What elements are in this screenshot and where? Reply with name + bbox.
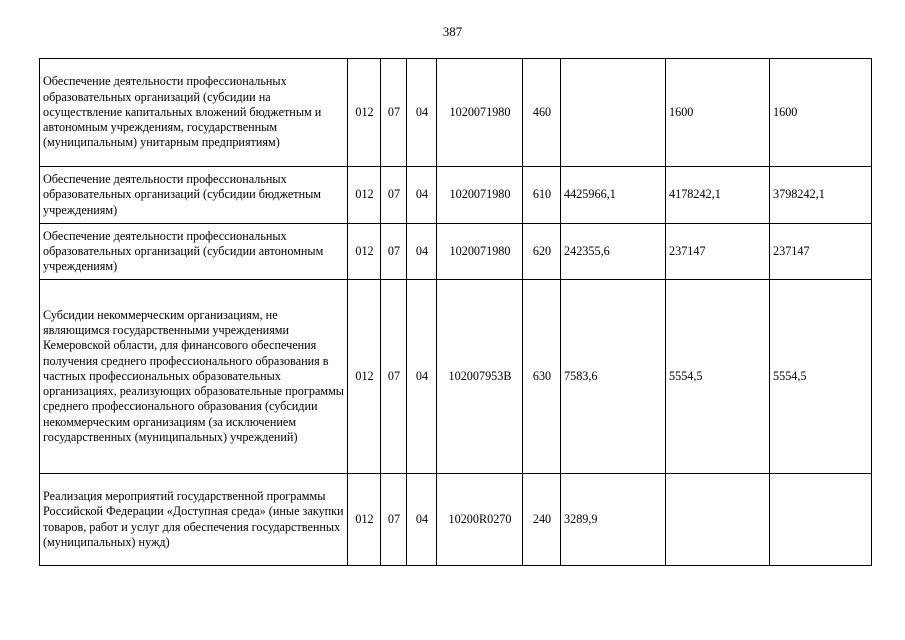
expense-type-code: 630 [523,280,561,474]
amount-year-2: 5554,5 [666,280,770,474]
section-code: 07 [381,474,407,566]
subsection-code: 04 [407,167,437,224]
amount-year-2: 4178242,1 [666,167,770,224]
target-code: 1020071980 [437,59,523,167]
row-description: Обеспечение деятельности профессиональных образовательных организаций (субсидии автономным учреждениям) [40,224,348,280]
table-row [40,224,872,280]
amount-year-3 [770,474,872,566]
subsection-code: 04 [407,474,437,566]
ministry-code: 012 [348,59,381,167]
section-code: 07 [381,167,407,224]
subsection-code: 04 [407,59,437,167]
amount-year-2: 1600 [666,59,770,167]
amount-year-1: 7583,6 [561,280,666,474]
amount-year-3: 5554,5 [770,280,872,474]
table-row [40,167,872,224]
amount-year-3: 237147 [770,224,872,280]
row-description: Обеспечение деятельности профессиональных образовательных организаций (субсидии на осуществление капитальных вложений бюджетным и автономным учреждениям, государственным (муниципальным) унитарным предприятиям) [40,59,348,167]
ministry-code: 012 [348,167,381,224]
expense-type-code: 620 [523,224,561,280]
section-code: 07 [381,59,407,167]
page-number: 387 [442,24,463,39]
subsection-code: 04 [407,224,437,280]
budget-table [39,58,872,566]
table-row [40,280,872,474]
target-code: 1020071980 [437,224,523,280]
amount-year-2 [666,474,770,566]
expense-type-code: 240 [523,474,561,566]
ministry-code: 012 [348,224,381,280]
expense-type-code: 460 [523,59,561,167]
table-row [40,474,872,566]
target-code: 102007953B [437,280,523,474]
expense-type-code: 610 [523,167,561,224]
section-code: 07 [381,224,407,280]
amount-year-1: 4425966,1 [561,167,666,224]
target-code: 1020071980 [437,167,523,224]
subsection-code: 04 [407,280,437,474]
section-code: 07 [381,280,407,474]
amount-year-1 [561,59,666,167]
row-description: Реализация мероприятий государственной программы Российской Федерации «Доступная среда» (иные закупки товаров, работ и услуг для обеспечения государственных (муниципальных) нужд) [40,474,348,566]
ministry-code: 012 [348,280,381,474]
target-code: 10200R0270 [437,474,523,566]
amount-year-1: 242355,6 [561,224,666,280]
amount-year-3: 1600 [770,59,872,167]
table-row [40,59,872,167]
amount-year-1: 3289,9 [561,474,666,566]
amount-year-2: 237147 [666,224,770,280]
row-description: Субсидии некоммерческим организациям, не являющимся государственными учреждениями Кемеровской области, для финансового обеспечения получения среднего профессионального образования в частных профессиональных образовательных организациях, реализующих образовательные программы среднего профессионального образования (субсидии некоммерческим организациям (за исключением государственных (муниципальных) учреждений) [40,280,348,474]
row-description: Обеспечение деятельности профессиональных образовательных организаций (субсидии бюджетным учреждениям) [40,167,348,224]
amount-year-3: 3798242,1 [770,167,872,224]
ministry-code: 012 [348,474,381,566]
